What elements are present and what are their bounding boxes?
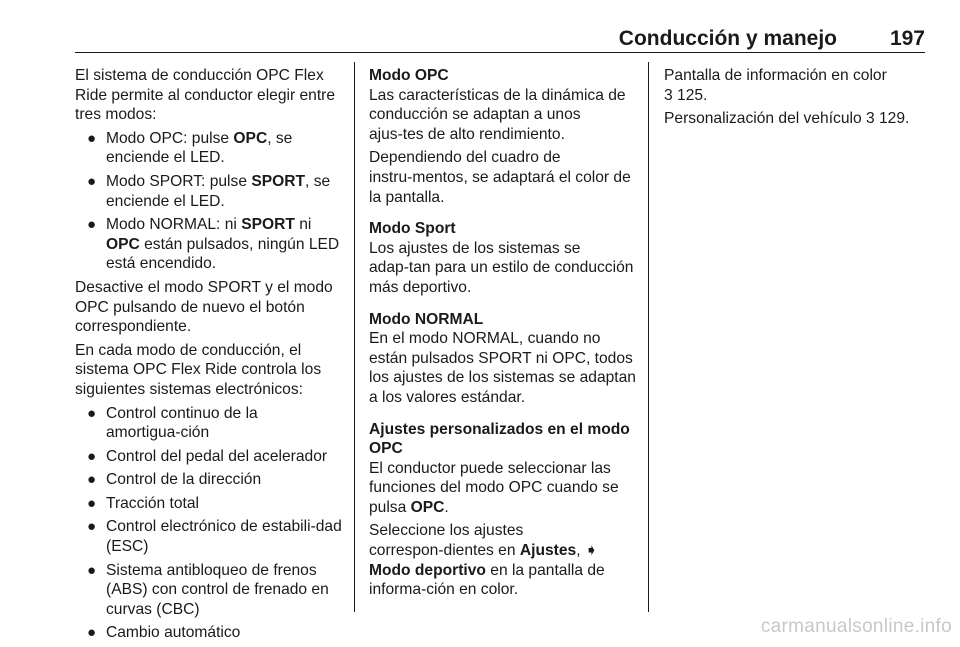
reference-color-display: Pantalla de información en color 3 125. (664, 67, 887, 104)
sport-paragraph: Los ajustes de los sistemas se adap‑tan para un estilo de conducción más deportivo. (369, 239, 634, 296)
list-item: ● Cambio automático (87, 624, 241, 642)
column-3 (664, 66, 926, 133)
list-item: ● Modo OPC: pulse OPC, se enciende el LED. (87, 129, 293, 167)
opc-heading: Modo OPC (369, 67, 449, 84)
each-mode-paragraph: En cada modo de conducción, el sistema OPC Flex Ride controla los siguientes sistemas electrónicos: (75, 341, 322, 398)
intro-paragraph: El sistema de conducción OPC Flex Ride permite al conductor elegir entre tres modos: (75, 67, 336, 124)
bullet-icon: ● (87, 561, 97, 579)
bullet-icon: ● (87, 404, 97, 422)
bullet-icon: ● (87, 518, 97, 536)
arrow-right-icon: ➧ (584, 542, 598, 560)
normal-paragraph: En el modo NORMAL, cuando no están pulsados SPORT ni OPC, todos los ajustes de los sistemas se adaptan a los valores estándar. (369, 330, 636, 406)
list-item: ● Control electrónico de estabili‑dad (ESC) (87, 518, 342, 556)
bullet-icon: ● (87, 447, 97, 465)
list-item: ● Modo NORMAL: ni SPORT ni OPC están pulsados, ningún LED está encendido. (87, 216, 340, 273)
reference-arrow-icon: 3 (664, 86, 673, 104)
opc-paragraph-1: Las características de la dinámica de conducción se adaptan a unos ajus‑tes de alto rendimiento. (369, 86, 626, 143)
column-1 (75, 66, 345, 647)
bullet-icon: ● (87, 172, 97, 190)
modes-list (75, 129, 345, 274)
watermark: carmanualsonline.info (760, 616, 952, 637)
column-divider-1 (354, 62, 355, 612)
list-item: ● Tracción total (87, 494, 200, 512)
normal-heading: Modo NORMAL (369, 310, 484, 328)
list-item: ● Sistema antibloqueo de frenos (ABS) con control de frenado en curvas (CBC) (87, 561, 329, 618)
list-item: ● Control del pedal del acelerador (87, 447, 328, 465)
custom-heading: Ajustes personalizados en el modo OPC (369, 420, 630, 458)
bullet-icon: ● (87, 471, 97, 489)
page-number: 197 (889, 27, 925, 50)
sport-heading: Modo Sport (369, 220, 456, 238)
section-title: Conducción y manejo (618, 27, 837, 50)
bullet-icon: ● (87, 624, 97, 642)
bullet-icon: ● (87, 216, 97, 234)
list-item: ● Control de la dirección (87, 471, 262, 489)
opc-paragraph-2: Dependiendo del cuadro de instru‑mentos, se adaptará el color de la pantalla. (369, 149, 631, 206)
systems-list (75, 404, 345, 644)
column-2 (369, 66, 637, 604)
list-item: ● Modo SPORT: pulse SPORT, se enciende el LED. (87, 172, 331, 210)
reference-arrow-icon: 3 (865, 110, 875, 128)
custom-paragraph-1: El conductor puede seleccionar las funciones del modo OPC cuando se pulsa OPC. (369, 459, 619, 516)
custom-paragraph-2: Seleccione los ajustes correspon‑dientes en Ajustes, ➧ Modo deportivo en la pantalla de informa‑ción en color. (369, 522, 605, 599)
column-divider-2 (648, 62, 649, 612)
deactivate-paragraph: Desactive el modo SPORT y el modo OPC pulsando de nuevo el botón correspondiente. (75, 278, 333, 336)
page-header (75, 26, 925, 53)
bullet-icon: ● (87, 129, 97, 147)
list-item: ● Control continuo de la amortigua‑ción (87, 404, 258, 442)
reference-vehicle-personalization: Personalización del vehículo 3 129. (664, 110, 910, 128)
bullet-icon: ● (87, 494, 97, 512)
